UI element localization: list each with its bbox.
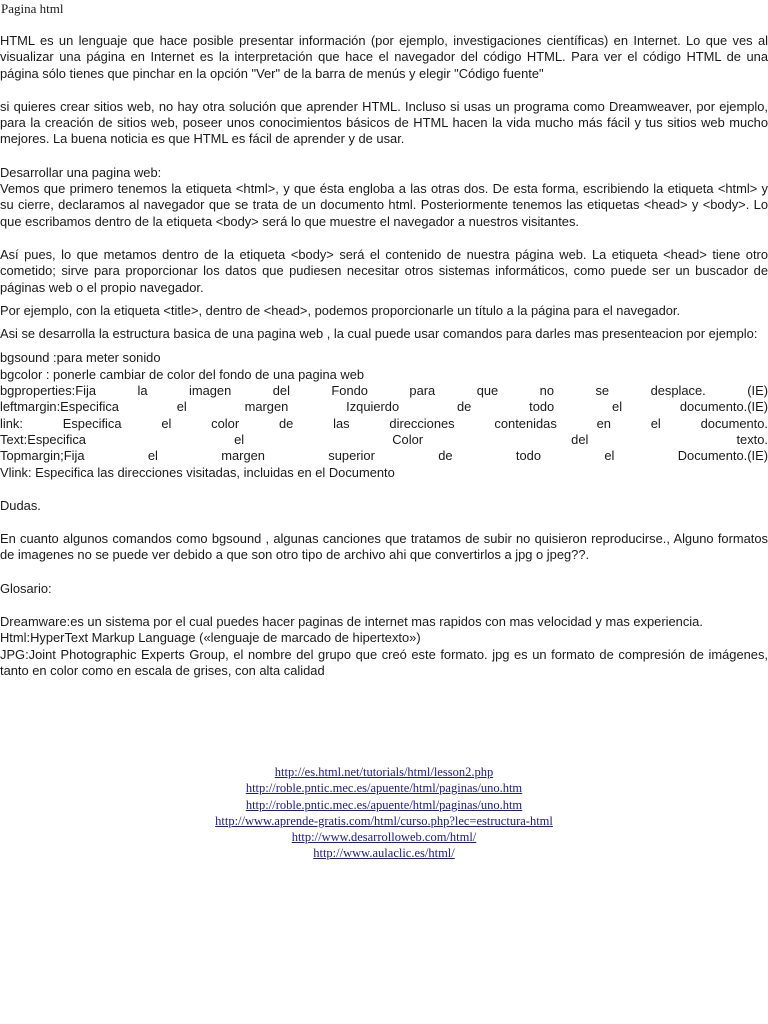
desarrollar-paragraph-4: Asi se desarrolla la estructura basica de una pagina web , la cual puede usar comandos para darles mas presenteacion por ejemplo: bbox=[0, 326, 758, 342]
reference-link[interactable]: http://roble.pntic.mec.es/apuente/html/paginas/uno.htm bbox=[245, 781, 523, 796]
reference-link[interactable]: http://www.desarrolloweb.com/html/ bbox=[291, 830, 477, 845]
intro-paragraph-2: si quieres crear sitios web, no hay otra solución que aprender HTML. Incluso si usas un programa como Dreamweaver, por ejemplo, para la creación de sitios web, poseer unos conocimientos básicos de HTML hacen la vida mucho más fácil y tus sitios web mucho mejores. La buena noticia es que HTML es fácil de aprender y de usar. bbox=[0, 98, 768, 147]
reference-link[interactable]: http://www.aprende-gratis.com/html/curso.php?lec=estructura-html bbox=[215, 813, 553, 828]
reference-link[interactable]: http://es.html.net/tutorials/html/lesson2.php bbox=[274, 765, 494, 779]
intro-paragraph-1: HTML es un lenguaje que hace posible presentar información (por ejemplo, investigaciones científicas) en Internet. Lo que ves al visualizar una página en Internet es la interpretación que hace el navegador del código HTML. Para ver el código HTML de una página sólo tienes que pinchar en la opción "Ver" de la barra de menús y elegir "Código fuente" bbox=[0, 33, 768, 81]
command-item: bgproperties:Fija la imagen del Fondo para que no se desplace. (IE) bbox=[0, 383, 768, 399]
reference-link[interactable]: http://roble.pntic.mec.es/apuente/html/paginas/uno.htm bbox=[245, 797, 523, 812]
desarrollar-paragraph-2: Así pues, lo que metamos dentro de la etiqueta <body> será el contenido de nuestra página web. La etiqueta <head> tiene otro cometido; sirve para proporcionar los datos que pudiesen necesitar otros sistemas informáticos, como puede ser un buscador de páginas web o el propio navegador. bbox=[0, 246, 768, 295]
command-item: Topmargin;Fija el margen superior de todo el Documento.(IE) bbox=[0, 448, 768, 464]
command-list bbox=[0, 350, 768, 480]
section-heading-glosario: Glosario: bbox=[0, 580, 52, 596]
command-item: leftmargin:Especifica el margen Izquierdo de todo el documento.(IE) bbox=[0, 399, 768, 415]
desarrollar-paragraph-3: Por ejemplo, con la etiqueta <title>, dentro de <head>, podemos proporcionarle un título a la página para el navegador. bbox=[0, 302, 681, 318]
command-item: Vlink: Especifica las direcciones visitadas, incluidas en el Documento bbox=[0, 464, 395, 480]
glossary-item: JPG:Joint Photographic Experts Group, el nombre del grupo que creó este formato. jpg es un formato de compresión de imágenes, tanto en color como en escala de grises, con alta calidad bbox=[0, 646, 768, 678]
document-body bbox=[0, 33, 768, 679]
command-item: link: Especifica el color de las direcciones contenidas en el documento. bbox=[0, 415, 768, 431]
page-title: Pagina html bbox=[1, 1, 64, 16]
command-item: bgcolor : ponerle cambiar de color del fondo de una pagina web bbox=[0, 366, 365, 382]
command-item: bgsound :para meter sonido bbox=[0, 350, 161, 366]
dudas-paragraph: En cuanto algunos comandos como bgsound , algunas canciones que tratamos de subir no quisieron reproducirse., Alguno formatos de imagenes no se puede ver debido a que son otro tipo de archivo ahi que convertirlos a jpg o jpeg??. bbox=[0, 531, 768, 563]
reference-link[interactable]: http://www.aulaclic.es/html/ bbox=[313, 846, 455, 861]
desarrollar-paragraph-1: Vemos que primero tenemos la etiqueta <html>, y que ésta engloba a las otras dos. De esta forma, escribiendo la etiqueta <html> y su cierre, declaramos al navegador que se trata de un documento html. Posteriormente tenemos las etiquetas <head> y <body>. Lo que escribamos dentro de la etiqueta <body> será lo que muestre el navegador a nuestros visitantes. bbox=[0, 181, 768, 229]
reference-links bbox=[0, 764, 768, 862]
section-heading-dudas: Dudas. bbox=[0, 497, 41, 513]
command-item: Text:Especifica el Color del texto. bbox=[0, 431, 768, 447]
glossary-item: Dreamware:es un sistema por el cual puedes hacer paginas de internet mas rapidos con mas velocidad y mas experiencia. bbox=[0, 614, 703, 630]
glossary-item: Html:HyperText Markup Language («lenguaje de marcado de hipertexto») bbox=[0, 630, 421, 646]
section-heading-desarrollar: Desarrollar una pagina web: bbox=[0, 164, 162, 180]
